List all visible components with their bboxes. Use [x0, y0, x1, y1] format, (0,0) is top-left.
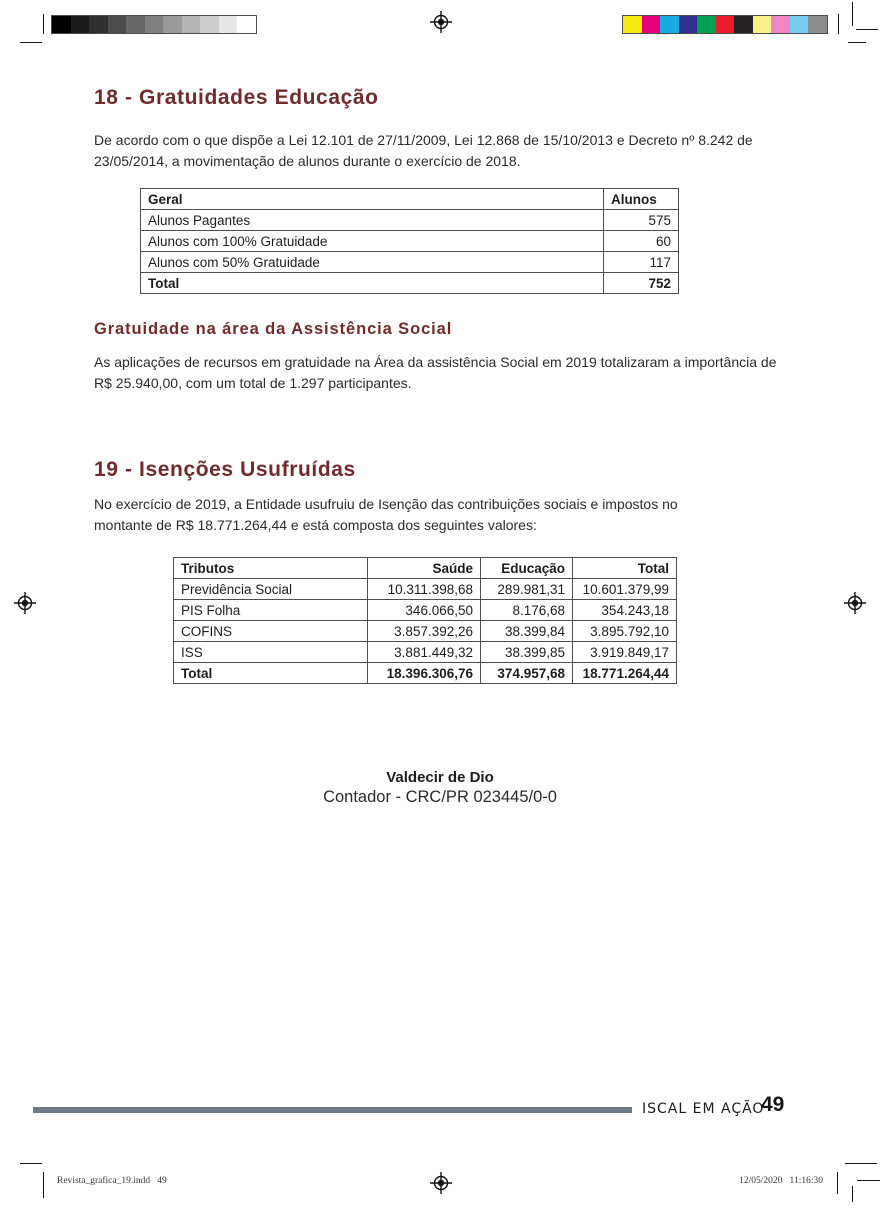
slug-datetime: 12/05/2020 11:16:30 — [739, 1176, 823, 1186]
grayscale-calibration-bar — [51, 15, 257, 34]
registration-mark-icon — [429, 10, 453, 34]
row-label: Alunos Pagantes — [141, 210, 604, 231]
color-swatch — [219, 16, 238, 33]
crop-mark — [852, 1186, 853, 1202]
registration-mark-icon — [13, 591, 37, 615]
section-19-title: 19 - Isenções Usufruídas — [94, 458, 356, 481]
color-swatch — [771, 16, 790, 33]
row-value: 10.601.379,99 — [573, 579, 677, 600]
table-total-row — [174, 663, 677, 684]
crop-mark — [20, 42, 42, 43]
color-swatch — [734, 16, 753, 33]
table-row — [141, 252, 679, 273]
color-swatch — [71, 16, 90, 33]
color-swatch — [697, 16, 716, 33]
signature-block — [0, 769, 880, 807]
signature-role: Contador - CRC/PR 023445/0-0 — [323, 788, 557, 806]
total-value: 18.771.264,44 — [573, 663, 677, 684]
table-row — [174, 600, 677, 621]
table-row — [174, 642, 677, 663]
crop-mark — [837, 1172, 838, 1194]
color-swatch — [642, 16, 661, 33]
row-value: 8.176,68 — [481, 600, 573, 621]
table-header-row — [141, 189, 679, 210]
color-swatch — [200, 16, 219, 33]
total-value: 18.396.306,76 — [368, 663, 481, 684]
slug-filename: Revista_grafica_19.indd 49 — [57, 1176, 167, 1186]
color-swatch — [753, 16, 772, 33]
tributos-table — [173, 557, 677, 684]
crop-mark — [20, 1163, 42, 1164]
color-swatch — [126, 16, 145, 33]
crop-mark — [845, 1163, 877, 1164]
crop-mark — [43, 14, 44, 34]
section-18-title: 18 - Gratuidades Educação — [94, 86, 379, 109]
color-swatch — [679, 16, 698, 33]
magazine-logo: ISCAL EM AÇÃO — [642, 1101, 765, 1117]
row-label: COFINS — [174, 621, 368, 642]
section-19-paragraph: No exercício de 2019, a Entidade usufruiu de Isenção das contribuições sociais e impostos no montante de R$ 18.771.264,44 e está composta dos seguintes valores: — [94, 496, 678, 533]
crop-mark — [838, 14, 839, 34]
column-header-geral: Geral — [141, 189, 604, 210]
social-section-title: Gratuidade na área da Assistência Social — [94, 320, 453, 338]
row-value: 38.399,85 — [481, 642, 573, 663]
row-value: 60 — [604, 231, 679, 252]
crop-mark — [856, 29, 878, 30]
row-value: 3.857.392,26 — [368, 621, 481, 642]
row-value: 38.399,84 — [481, 621, 573, 642]
crop-mark — [852, 2, 853, 26]
row-value: 117 — [604, 252, 679, 273]
page-number: 49 — [761, 1093, 785, 1116]
color-swatch — [182, 16, 201, 33]
color-swatch — [790, 16, 809, 33]
row-value: 289.981,31 — [481, 579, 573, 600]
column-header-alunos: Alunos — [604, 189, 679, 210]
crop-mark — [43, 1172, 44, 1198]
footer-rule — [33, 1107, 632, 1113]
total-value: 374.957,68 — [481, 663, 573, 684]
color-swatch — [716, 16, 735, 33]
crop-mark — [848, 42, 866, 43]
row-value: 3.881.449,32 — [368, 642, 481, 663]
color-swatch — [660, 16, 679, 33]
table-row — [174, 579, 677, 600]
row-value: 575 — [604, 210, 679, 231]
row-value: 354.243,18 — [573, 600, 677, 621]
color-swatch — [52, 16, 71, 33]
table-header-row — [174, 558, 677, 579]
signature-name: Valdecir de Dio — [386, 769, 494, 786]
color-swatch — [145, 16, 164, 33]
row-value: 346.066,50 — [368, 600, 481, 621]
row-label: Alunos com 50% Gratuidade — [141, 252, 604, 273]
total-label: Total — [141, 273, 604, 294]
column-header-total: Total — [573, 558, 677, 579]
column-header-educacao: Educação — [481, 558, 573, 579]
total-value: 752 — [604, 273, 679, 294]
row-value: 3.919.849,17 — [573, 642, 677, 663]
crop-mark — [857, 1180, 880, 1181]
social-section-paragraph: As aplicações de recursos em gratuidade na Área da assistência Social em 2019 totalizaram a importância de R$ 25.940,00, com um total de 1.297 participantes. — [94, 354, 777, 391]
table-row — [174, 621, 677, 642]
table-total-row — [141, 273, 679, 294]
alunos-table — [140, 188, 679, 294]
table-row — [141, 231, 679, 252]
registration-mark-icon — [429, 1171, 453, 1195]
color-swatch — [237, 16, 256, 33]
color-swatch — [89, 16, 108, 33]
color-swatch — [108, 16, 127, 33]
row-label: PIS Folha — [174, 600, 368, 621]
row-label: Previdência Social — [174, 579, 368, 600]
row-label: ISS — [174, 642, 368, 663]
color-swatch — [623, 16, 642, 33]
row-value: 3.895.792,10 — [573, 621, 677, 642]
registration-mark-icon — [843, 591, 867, 615]
row-label: Alunos com 100% Gratuidade — [141, 231, 604, 252]
color-swatch — [808, 16, 827, 33]
section-18-paragraph: De acordo com o que dispõe a Lei 12.101 de 27/11/2009, Lei 12.868 de 15/10/2013 e Decreto nº 8.242 de 23/05/2014, a movimentação de alunos durante o exercício de 2018. — [94, 132, 753, 169]
total-label: Total — [174, 663, 368, 684]
cmyk-calibration-bar — [622, 15, 828, 34]
table-row — [141, 210, 679, 231]
column-header-tributos: Tributos — [174, 558, 368, 579]
row-value: 10.311.398,68 — [368, 579, 481, 600]
column-header-saude: Saúde — [368, 558, 481, 579]
color-swatch — [163, 16, 182, 33]
